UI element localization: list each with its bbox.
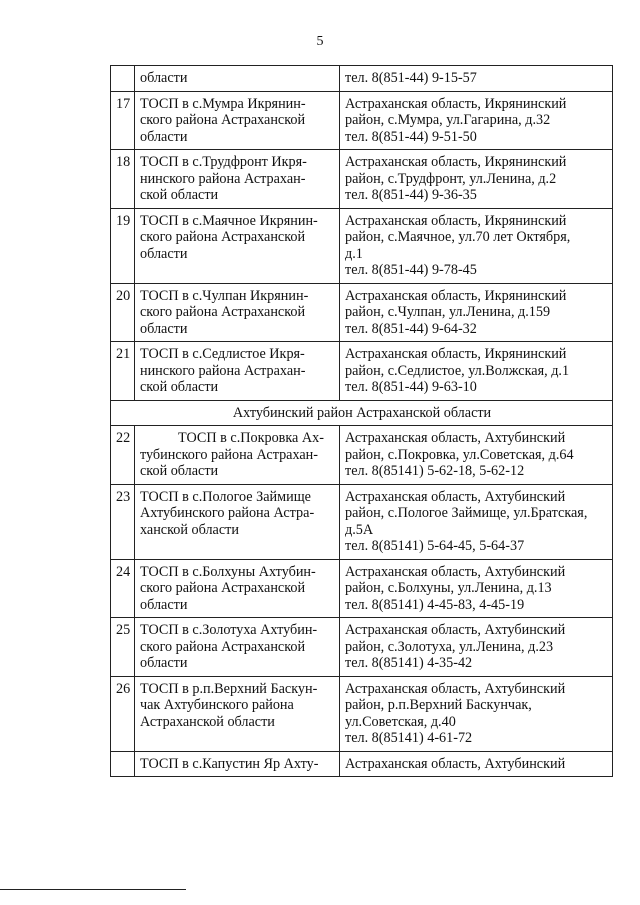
table-row bbox=[111, 283, 613, 342]
office-address: Астраханская область, Ахтубинский район, с.Золотуха, ул.Ленина, д.23 тел. 8(85141) 4-35-42 bbox=[340, 618, 613, 677]
row-number: 23 bbox=[111, 484, 135, 559]
page-number: 5 bbox=[316, 34, 324, 49]
office-address: Астраханская область, Икрянинский район, с.Седлистое, ул.Волжская, д.1 тел. 8(851-44) 9-63-10 bbox=[340, 342, 613, 401]
table-row bbox=[111, 208, 613, 283]
table-row bbox=[111, 150, 613, 209]
office-address: Астраханская область, Ахтубинский bbox=[340, 751, 613, 777]
office-name: ТОСП в с.Болхуны Ахтубин- ского района Астраханской области bbox=[135, 559, 340, 618]
row-number bbox=[111, 751, 135, 777]
row-number: 18 bbox=[111, 150, 135, 209]
office-name: ТОСП в с.Чулпан Икрянин- ского района Астраханской области bbox=[135, 283, 340, 342]
office-name: ТОСП в с.Трудфронт Икря- нинского района Астрахан- ской области bbox=[135, 150, 340, 209]
office-address: Астраханская область, Икрянинский район, с.Мумра, ул.Гагарина, д.32 тел. 8(851-44) 9-51-50 bbox=[340, 91, 613, 150]
table-row bbox=[111, 342, 613, 401]
table-row bbox=[111, 484, 613, 559]
office-name bbox=[135, 426, 340, 485]
row-number: 22 bbox=[111, 426, 135, 485]
office-address: Астраханская область, Икрянинский район, с.Маячное, ул.70 лет Октября, д.1 тел. 8(851-44) 9-78-45 bbox=[340, 208, 613, 283]
office-address: Астраханская область, Икрянинский район, с.Трудфронт, ул.Ленина, д.2 тел. 8(851-44) 9-36-35 bbox=[340, 150, 613, 209]
office-name: ТОСП в с.Мумра Икрянин- ского района Астраханской области bbox=[135, 91, 340, 150]
section-row bbox=[111, 400, 613, 426]
office-name-first-line: ТОСП в с.Покровка Ах- bbox=[178, 430, 324, 446]
office-name: ТОСП в р.п.Верхний Баскун- чак Ахтубинского района Астраханской области bbox=[135, 676, 340, 751]
table-row bbox=[111, 559, 613, 618]
office-address-table bbox=[110, 65, 613, 777]
office-name: ТОСП в с.Золотуха Ахтубин- ского района Астраханской области bbox=[135, 618, 340, 677]
row-number: 19 bbox=[111, 208, 135, 283]
table-row bbox=[111, 618, 613, 677]
row-number: 21 bbox=[111, 342, 135, 401]
office-name: области bbox=[135, 66, 340, 92]
section-heading: Ахтубинский район Астраханской области bbox=[111, 400, 613, 426]
table-row bbox=[111, 676, 613, 751]
office-address: Астраханская область, Икрянинский район, с.Чулпан, ул.Ленина, д.159 тел. 8(851-44) 9-64-32 bbox=[340, 283, 613, 342]
row-number: 25 bbox=[111, 618, 135, 677]
office-address: Астраханская область, Ахтубинский район, с.Покровка, ул.Советская, д.64 тел. 8(85141) 5-62-18, 5-62-12 bbox=[340, 426, 613, 485]
office-address: Астраханская область, Ахтубинский район, с.Пологое Займище, ул.Братская, д.5А тел. 8(85141) 5-64-45, 5-64-37 bbox=[340, 484, 613, 559]
table-row bbox=[111, 66, 613, 92]
row-number bbox=[111, 66, 135, 92]
office-name: ТОСП в с.Седлистое Икря- нинского района Астрахан- ской области bbox=[135, 342, 340, 401]
office-name: ТОСП в с.Пологое Займище Ахтубинского района Астра- ханской области bbox=[135, 484, 340, 559]
row-number: 26 bbox=[111, 676, 135, 751]
office-address: тел. 8(851-44) 9-15-57 bbox=[340, 66, 613, 92]
table-row bbox=[111, 426, 613, 485]
office-address: Астраханская область, Ахтубинский район, с.Болхуны, ул.Ленина, д.13 тел. 8(85141) 4-45-83, 4-45-19 bbox=[340, 559, 613, 618]
table-row bbox=[111, 91, 613, 150]
table-row bbox=[111, 751, 613, 777]
row-number: 24 bbox=[111, 559, 135, 618]
row-number: 17 bbox=[111, 91, 135, 150]
office-name: ТОСП в с.Капустин Яр Ахту- bbox=[135, 751, 340, 777]
footer-divider bbox=[0, 889, 186, 890]
office-name-rest: тубинского района Астрахан- ской области bbox=[140, 446, 318, 479]
office-address: Астраханская область, Ахтубинский район, р.п.Верхний Баскунчак, ул.Советская, д.40 тел. 8(85141) 4-61-72 bbox=[340, 676, 613, 751]
row-number: 20 bbox=[111, 283, 135, 342]
office-name: ТОСП в с.Маячное Икрянин- ского района Астраханской области bbox=[135, 208, 340, 283]
